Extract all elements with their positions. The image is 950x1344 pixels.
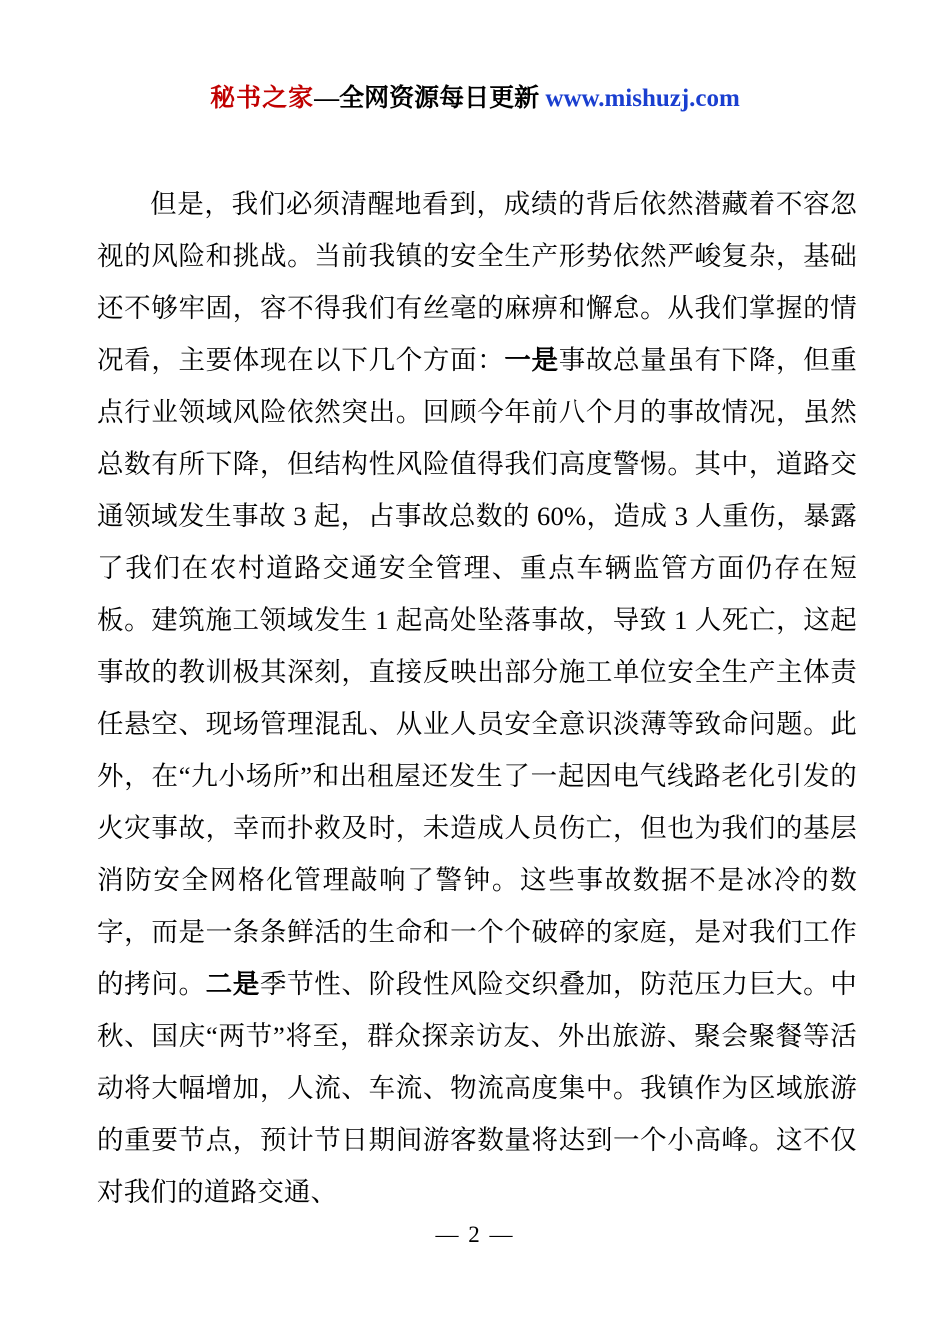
emphasis-first-point: 一是 [504, 345, 559, 375]
site-tagline: —全网资源每日更新 [314, 85, 546, 112]
site-url[interactable]: www.mishuzj.com [545, 85, 740, 112]
page-number-footer: — 2 — [435, 1222, 515, 1247]
document-body [97, 178, 857, 1218]
site-brand-name: 秘书之家 [210, 85, 315, 112]
paragraph-1-segment-2: 事故总量虽有下降，但重点行业领域风险依然突出。回顾今年前八个月的事故情况，虽然总数有所下降，但结构性风险值得我们高度警惕。其中，道路交通领域发生事故 3 起，占事故总数的 60%，造成 3 人重伤，暴露了我们在农村道路交通安全管理、重点车辆监管方面仍存在短板。建筑施工领域发生 1 起高处坠落事故，导致 1 人死亡，这起事故的教训极其深刻，直接反映出部分施工单位安全生产主体责任悬空、现场管理混乱、从业人员安全意识淡薄等致命问题。此外，在“九小场所”和出租屋还发生了一起因电气线路老化引发的火灾事故，幸而扑救及时，未造成人员伤亡，但也为我们的基层消防安全网格化管理敲响了警钟。这些事故数据不是冰冷的数字，而是一条条鲜活的生命和一个个破碎的家庭，是对我们工作的拷问。 [97, 345, 858, 999]
paragraph-1-segment-3: 季节性、阶段性风险交织叠加，防范压力巨大。中秋、国庆“两节”将至，群众探亲访友、外出旅游、聚会聚餐等活动将大幅增加，人流、车流、物流高度集中。我镇作为区域旅游的重要节点，预计节日期间游客数量将达到一个小高峰。这不仅对我们的道路交通、 [97, 969, 857, 1207]
paragraph-1-segment-1: 但是，我们必须清醒地看到，成绩的背后依然潜藏着不容忽视的风险和挑战。当前我镇的安全生产形势依然严峻复杂，基础还不够牢固，容不得我们有丝毫的麻痹和懈怠。从我们掌握的情况看，主要体现在以下几个方面： [97, 189, 857, 375]
site-watermark-header [0, 84, 950, 114]
emphasis-second-point: 二是 [205, 969, 260, 999]
paragraph-1 [97, 178, 857, 1218]
